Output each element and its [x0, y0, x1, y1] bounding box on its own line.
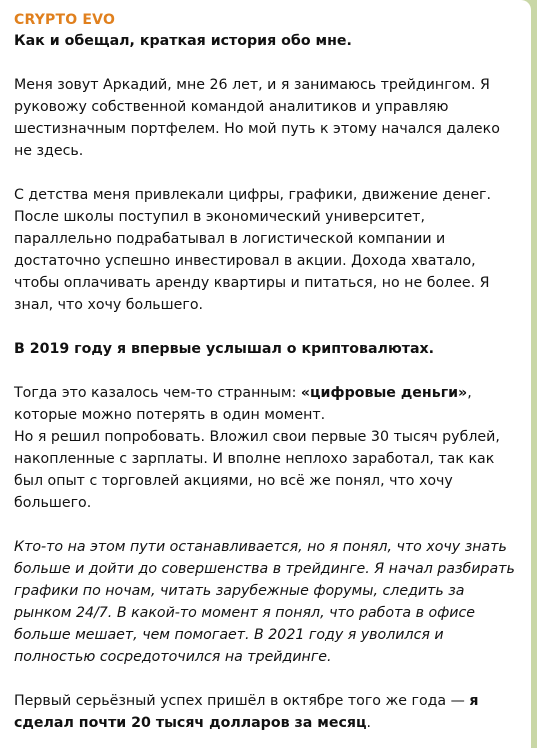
text-span: Тогда это казалось чем-то странным:: [14, 385, 301, 401]
message-text: [14, 30, 517, 734]
channel-name[interactable]: CRYPTO EVO: [14, 12, 116, 28]
text-span: .: [366, 715, 372, 731]
paragraph-childhood: С детства меня привлекали цифры, графики, движение денег. После школы поступил в экономический университет, параллельно подрабатывал в логистической компании и достаточно успешно инвестировал в акции. Дохода хватало, чтобы оплачивать аренду квартиры и питаться, но не более. Я знал, что хочу большего.: [14, 187, 492, 313]
paragraph-first-success: [14, 690, 517, 734]
paragraph-italic-journey: Кто-то на этом пути останавливается, но я понял, что хочу знать больше и дойти до совершенства в трейдинге. Я начал разбирать графики по ночам, читать зарубежные форумы, следить за рынком 24/7. В какой-то момент я понял, что работа в офисе больше мешает, чем помогает. В 2021 году я уволился и полностью сосредоточился на трейдинге.: [14, 539, 515, 665]
paragraph-crypto-discovery: В 2019 году я впервые услышал о криптовалютах.: [14, 341, 435, 357]
text-span: Но я решил попробовать. Вложил свои первые 30 тысяч рублей, накопленные с зарплаты. И вполне неплохо заработал, так как был опыт с торговлей акциями, но всё же понял, что хочу большего.: [14, 429, 500, 511]
paragraph-first-investment: [14, 382, 517, 514]
text-span-bold: я сделал почти 20 тысяч долларов за месяц: [14, 693, 479, 731]
message-heading: Как и обещал, краткая история обо мне.: [14, 33, 352, 49]
paragraph-intro: Меня зовут Аркадий, мне 26 лет, и я занимаюсь трейдингом. Я руковожу собственной командой аналитиков и управляю шестизначным портфелем. Но мой путь к этому начался далеко не здесь.: [14, 77, 500, 159]
text-span: Первый серьёзный успех пришёл в октябре того же года —: [14, 693, 470, 709]
text-span-bold: «цифровые деньги»: [300, 385, 468, 401]
text-span: , которые можно потерять в один момент.: [14, 385, 472, 423]
